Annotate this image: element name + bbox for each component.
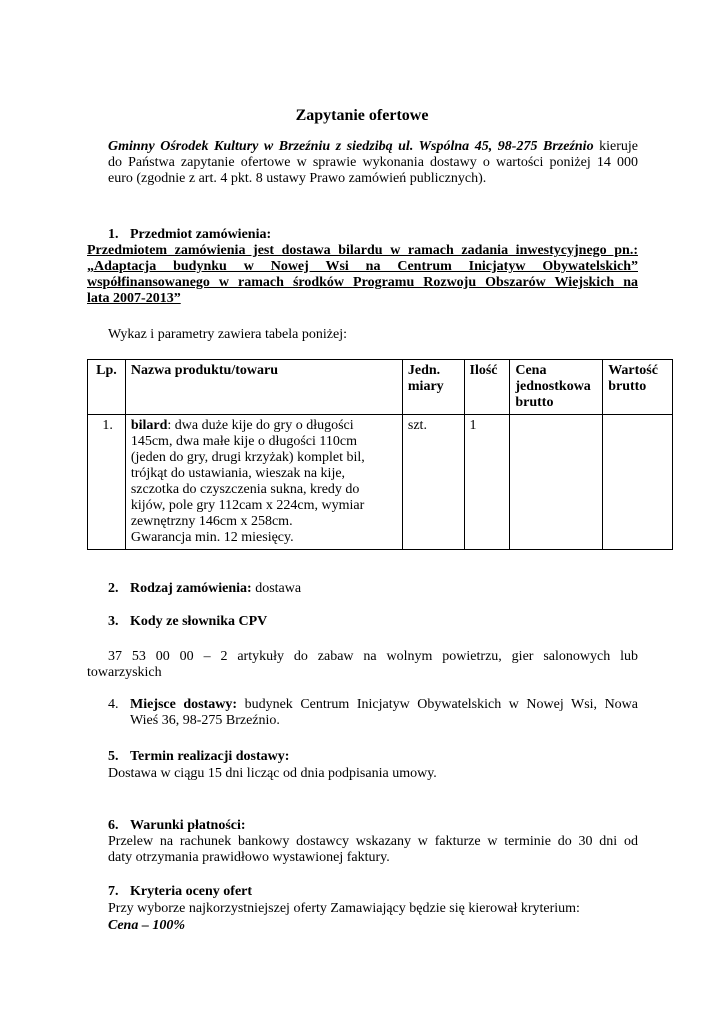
section-1-heading: 1. Przedmiot zamówienia:	[108, 227, 272, 242]
product-table	[87, 359, 673, 550]
product-name: bilard	[130, 418, 168, 433]
section-4: 4. Miejsce dostawy: budynek Centrum Inicjatyw Obywatelskich w Nowej Wsi, Nowa Wieś 36, 98-275 Brzeźnio.	[108, 697, 638, 728]
page-title: Zapytanie ofertowe	[295, 107, 429, 124]
table-intro: Wykaz i parametry zawiera tabela poniżej:	[108, 327, 347, 342]
header-lp: Lp.	[88, 360, 126, 415]
organization-name: Gminny Ośrodek Kultury w Brzeźniu z siedzibą ul. Wspólna 45, 98-275 Brzeźnio	[108, 139, 594, 154]
intro-paragraph: Gminny Ośrodek Kultury w Brzeźniu z siedzibą ul. Wspólna 45, 98-275 Brzeźnio kieruje do Państwa zapytanie ofertowe w sprawie wykonania dostawy o wartości poniżej 14 000 euro (zgodnie z art. 4 pkt. 8 ustawy Prawo zamówień publicznych).	[108, 139, 639, 186]
section-7-text: Przy wyborze najkorzystniejszej oferty Zamawiający będzie się kierował kryterium:	[108, 901, 580, 916]
section-3-heading: 3. Kody ze słownika CPV	[108, 614, 268, 629]
section-5-text: Dostawa w ciągu 15 dni licząc od dnia podpisania umowy.	[108, 766, 437, 781]
row-price	[510, 415, 603, 550]
table-row	[88, 415, 673, 550]
section-5-heading: 5. Termin realizacji dostawy:	[108, 749, 290, 764]
header-value: Wartość brutto	[603, 360, 673, 415]
header-unit: Jedn. miary	[402, 360, 464, 415]
header-name: Nazwa produktu/towaru	[125, 360, 402, 415]
header-qty: Ilość	[464, 360, 510, 415]
header-price: Cena jednostkowa brutto	[510, 360, 603, 415]
section-1-subject: Przedmiotem zamówienia jest dostawa bilardu w ramach zadania inwestycyjnego pn.: „Adaptacja budynku w Nowej Wsi na Centrum Inicjatyw Obywatelskich” współfinansowanego w ramach środków Programu Rozwoju Obszarów Wiejskich na lata 2007-2013”	[87, 243, 638, 306]
row-description: bilard: dwa duże kije do gry o długości 145cm, dwa małe kije o długości 110cm (jeden do gry, drugi krzyżak) komplet bil, trójkąt do ustawiania, wieszak na kije, szczotka do czyszczenia sukna, kredy do kijów, pole gry 112cam x 224cm, wymiar zewnętrzny 146cm x 258cm. Gwarancja min. 12 miesięcy.	[125, 415, 402, 550]
section-2: 2. Rodzaj zamówienia: dostawa	[108, 581, 302, 596]
table-header-row	[88, 360, 673, 415]
row-value	[603, 415, 673, 550]
row-qty: 1	[464, 415, 510, 550]
section-3-text: 37 53 00 00 – 2 artykuły do zabaw na wolnym powietrzu, gier salonowych lub towarzyskich	[87, 649, 638, 680]
section-6-heading: 6. Warunki płatności:	[108, 818, 246, 833]
criterion-price: Cena – 100%	[108, 918, 185, 933]
row-lp: 1.	[88, 415, 126, 550]
section-7-heading: 7. Kryteria oceny ofert	[108, 884, 253, 899]
row-unit: szt.	[402, 415, 464, 550]
section-6-text: Przelew na rachunek bankowy dostawcy wskazany w fakturze w terminie do 30 dni od daty otrzymania prawidłowo wystawionej faktury.	[108, 834, 638, 865]
